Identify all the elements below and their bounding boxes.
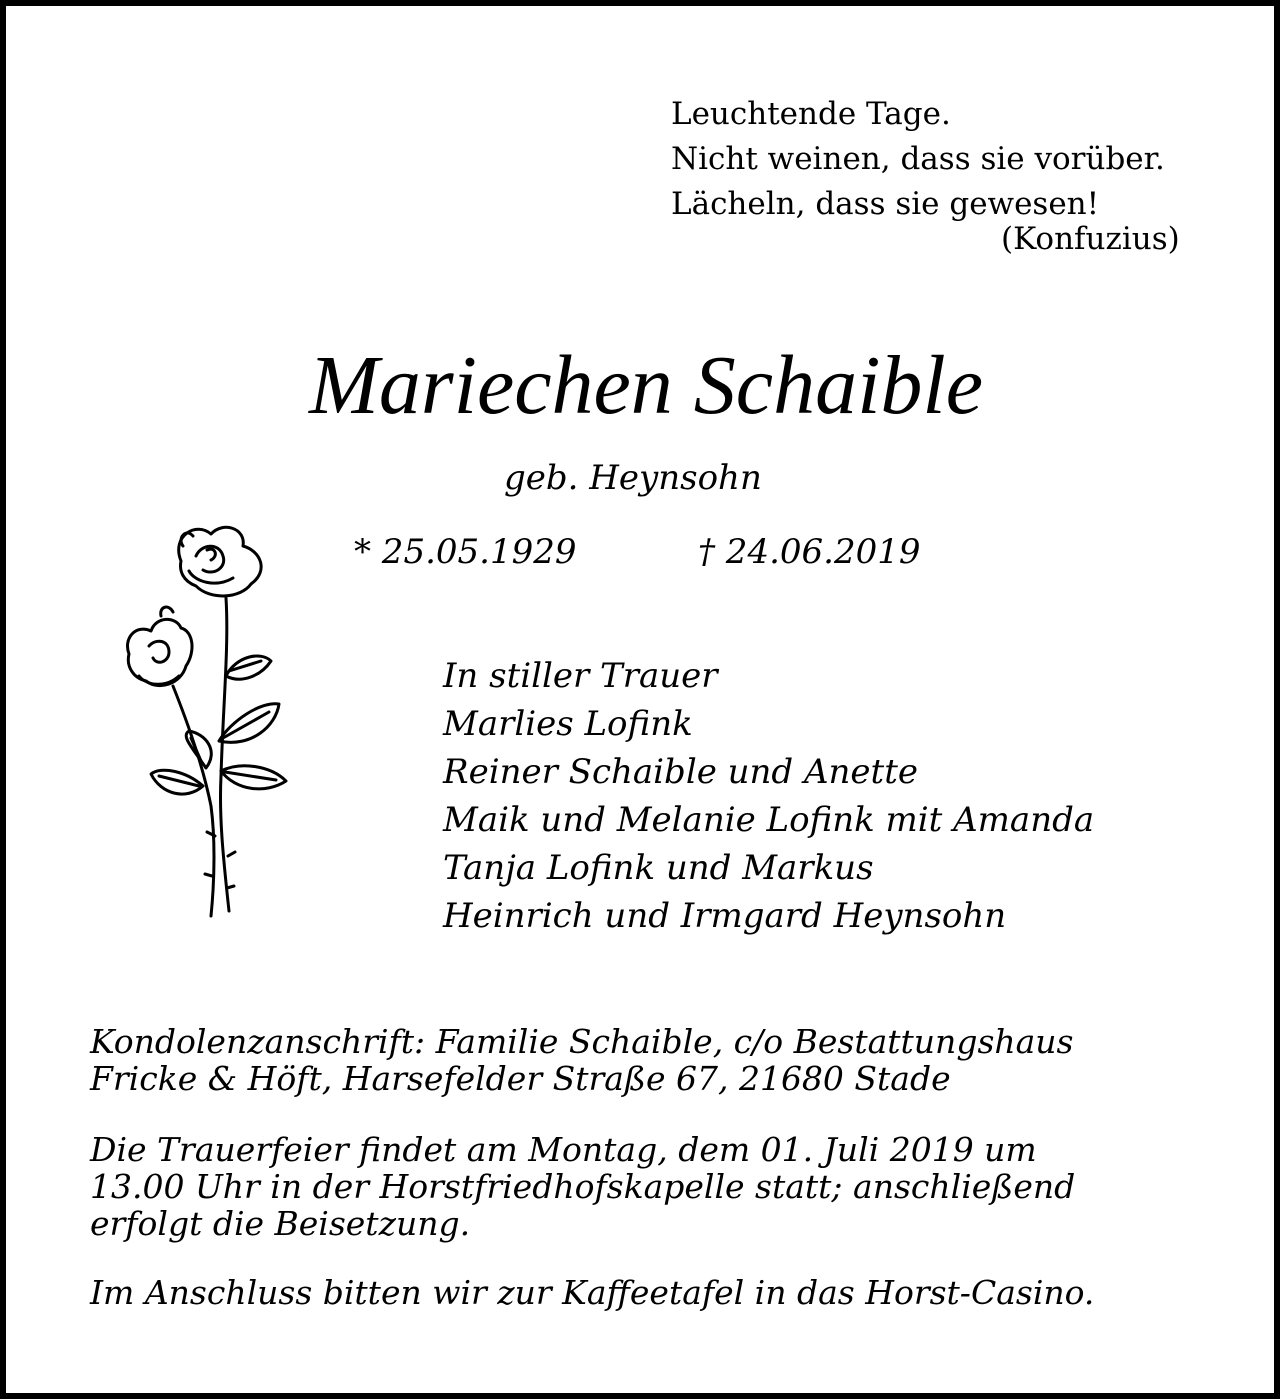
- maiden-name: geb. Heynsohn: [504, 458, 762, 498]
- reception-line: Im Anschluss bitten wir zur Kaffeetafel in das Horst-Casino.: [90, 1273, 1095, 1312]
- condolence-line: Kondolenzanschrift: Familie Schaible, c/o Bestattungshaus: [90, 1022, 1074, 1061]
- ceremony-line: Die Trauerfeier findet am Montag, dem 01. Juli 2019 um: [90, 1130, 1037, 1169]
- quote: [671, 92, 1165, 227]
- rose-icon: [111, 516, 301, 926]
- ceremony-info: [90, 1131, 1205, 1242]
- mourners-list: [443, 652, 1094, 940]
- quote-line: Nicht weinen, dass sie vorüber.: [671, 141, 1165, 177]
- ceremony-line: 13.00 Uhr in der Horstfriedhofskapelle statt; anschließend: [90, 1167, 1076, 1206]
- mourners-heading: In stiller Trauer: [443, 656, 718, 696]
- deceased-name: Mariechen Schaible: [308, 339, 984, 432]
- quote-author: (Konfuzius): [1001, 221, 1180, 257]
- mourner-name: Marlies Lofink: [443, 704, 693, 744]
- condolence-line: Fricke & Höft, Harsefelder Straße 67, 21680 Stade: [90, 1059, 951, 1098]
- mourner-name: Tanja Lofink und Markus: [443, 848, 874, 888]
- mourner-name: Maik und Melanie Lofink mit Amanda: [443, 800, 1095, 840]
- ceremony-line: erfolgt die Beisetzung.: [90, 1204, 471, 1243]
- death-date: † 24.06.2019: [698, 532, 921, 572]
- mourner-name: Heinrich und Irmgard Heynsohn: [443, 896, 1007, 936]
- quote-line: Leuchtende Tage.: [671, 96, 951, 132]
- reception-info: [90, 1274, 1205, 1311]
- condolence-address: [90, 1023, 1205, 1097]
- birth-date: * 25.05.1929: [354, 532, 577, 572]
- mourner-name: Reiner Schaible und Anette: [443, 752, 919, 792]
- quote-line: Lächeln, dass sie gewesen!: [671, 186, 1100, 222]
